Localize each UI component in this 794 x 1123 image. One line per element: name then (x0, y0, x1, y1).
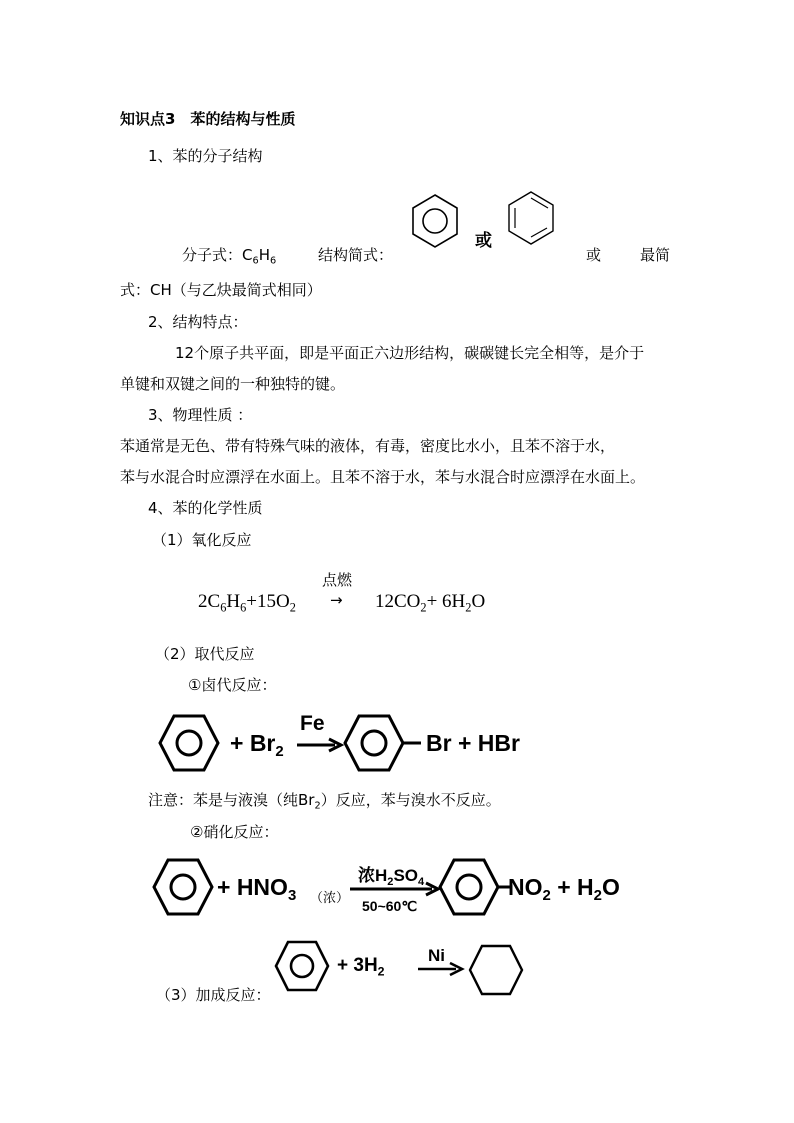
nitrobenzene-ring (438, 858, 518, 916)
bromobenzene-ring (343, 714, 423, 772)
plus-nitric-acid (217, 874, 296, 904)
or-label-2: 或 (586, 246, 602, 264)
concentrated-label: （浓） (310, 891, 350, 906)
hydrogen-text: + 3H (337, 955, 378, 976)
section-heading: 知识点3 苯的结构与性质 (120, 110, 296, 128)
product-water-o: O (471, 591, 486, 612)
nitro-group: NO (508, 874, 543, 900)
sub-2-water: 2 (465, 600, 472, 615)
nitration-title: ②硝化反应： (190, 823, 279, 841)
or-label-1: 或 (475, 231, 492, 251)
catalyst-ni: Ni (428, 946, 445, 965)
section-2-title: 2、结构特点： (148, 313, 248, 331)
note-text-end: ）反应，苯与溴水不反应。 (320, 791, 501, 809)
benzene-ring-structure (410, 193, 460, 249)
addition-title: （3）加成反应： (156, 986, 271, 1004)
nitration-products (508, 874, 620, 904)
product-co2: 12CO (375, 591, 421, 612)
catalyst-text-a: 浓H (358, 866, 388, 885)
water-text: + H (557, 874, 594, 900)
structural-formula-label: 结构简式： (318, 246, 394, 264)
catalyst-text-b: SO (393, 866, 418, 885)
bromine-sub: 2 (275, 743, 284, 761)
formula-c-sub: 6 (252, 255, 259, 267)
plus-hydrogen (337, 955, 385, 978)
sub-2-oxygen: 2 (289, 600, 296, 615)
note-text: 注意：苯是与液溴（纯Br (148, 791, 315, 809)
cyclohexane-ring (468, 944, 524, 996)
halogenation-products: Br + HBr (426, 730, 520, 756)
nitric-acid-sub: 3 (287, 887, 297, 905)
empirical-formula-text: 式：CH（与乙炔最简式相同） (120, 281, 322, 299)
benzene-ring-reactant-1 (158, 714, 220, 772)
formula-h: H (258, 246, 270, 264)
nitric-acid-text: + HNO (217, 874, 288, 900)
combustion-products (375, 591, 485, 615)
bromine-text: + Br (230, 730, 276, 756)
section-4-title: 4、苯的化学性质 (148, 499, 263, 517)
halogenation-title: ①卤代反应： (188, 676, 277, 694)
section-1-title: 1、苯的分子结构 (148, 147, 263, 165)
benzene-ring-reactant-2 (152, 858, 214, 916)
section-3-title: 3、物理性质 ： (148, 406, 253, 424)
reaction-arrow-nitration (350, 882, 442, 896)
sub-6a: 6 (220, 600, 227, 615)
reaction-arrow-halogenation (297, 738, 345, 752)
reactant-benzene-h: H (226, 591, 241, 612)
combustion-arrow: → (330, 591, 343, 609)
halogenation-note (148, 789, 501, 811)
reaction-arrow-addition (418, 962, 466, 976)
sub-2-co2: 2 (420, 600, 427, 615)
product-water: + 6H (426, 591, 466, 612)
nitro-sub: 2 (542, 887, 551, 905)
structure-feature-line2: 单键和双键之间的一种独特的键。 (120, 375, 346, 393)
molecular-formula-line (182, 244, 276, 266)
hydrogen-sub: 2 (377, 964, 385, 979)
catalyst-fe: Fe (300, 712, 325, 735)
reactant-benzene-c: 2C (198, 591, 221, 612)
oxidation-title: （1）氧化反应 (152, 531, 252, 549)
catalyst-sub-1: 2 (387, 875, 394, 888)
sub-6b: 6 (240, 600, 247, 615)
empirical-label: 最简 (640, 246, 671, 264)
formula-h-sub: 6 (270, 255, 277, 267)
kekule-benzene-structure (506, 190, 556, 248)
formula-label: 分子式： (182, 246, 243, 264)
water-sub: 2 (593, 887, 602, 905)
combustion-condition: 点燃 (322, 571, 353, 589)
water-o: O (601, 874, 620, 900)
structure-feature-line1: 12个原子共平面，即是平面正六边形结构，碳碳键长完全相等，是介于 (175, 344, 645, 362)
physical-property-line2: 苯与水混合时应漂浮在水面上。且苯不溶于水，苯与水混合时应漂浮在水面上。 (120, 468, 646, 486)
reactant-oxygen: +15O (246, 591, 290, 612)
physical-property-line1: 苯通常是无色、带有特殊气味的液体，有毒，密度比水小，且苯不溶于水， (120, 437, 616, 455)
temperature-condition: 50~60℃ (362, 898, 418, 914)
substitution-title: （2）取代反应 (155, 645, 255, 663)
plus-bromine (230, 730, 284, 760)
catalyst-sub-2: 4 (418, 875, 425, 888)
benzene-ring-reactant-3 (274, 940, 330, 992)
formula-c: C (242, 246, 253, 264)
note-sub: 2 (314, 800, 321, 812)
combustion-reactants (198, 591, 296, 615)
